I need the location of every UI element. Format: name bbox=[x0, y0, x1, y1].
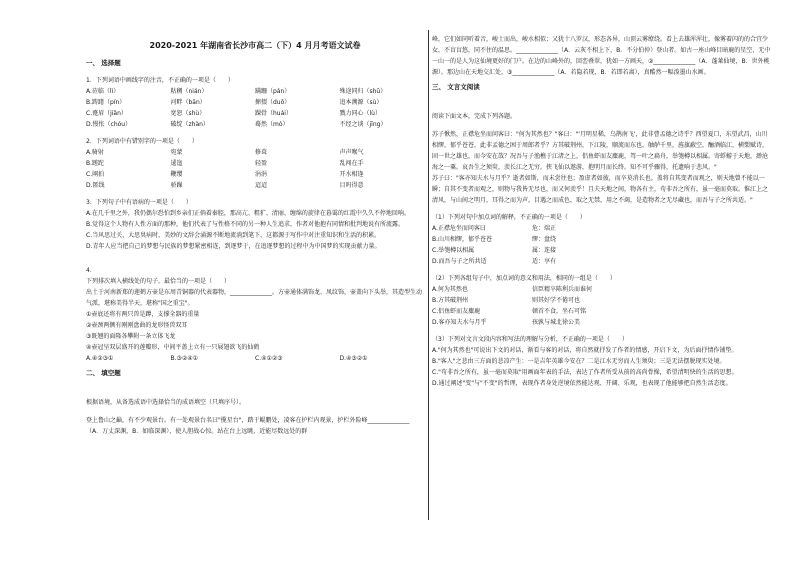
spacer bbox=[432, 95, 772, 111]
option-row bbox=[86, 97, 424, 108]
option-cell: 河畔（bān） bbox=[170, 99, 206, 106]
passage-paragraph: 苏子愀然，正襟危坐而问客曰："何为其然也？"客曰："'月明星稀，乌鹊南飞'，此非曹孟德之诗乎？西望夏口，东望武昌，山川相缪，郁乎苍苍，此非孟德之困于周郎者乎？方其破荆州，下江陵，顺流而东也，舳舻千里，旌旗蔽空，酾酒临江，横槊赋诗，固一世之雄也，而今安在哉？况吾与子渔樵于江渚之上，侣鱼虾而友麋鹿，驾一叶之扁舟，举匏樽以相属。寄蜉蝣于天地，渺沧海之一粟。哀吾生之须臾，羡长江之无穷。挟飞仙以遨游，抱明月而长终。知不可乎骤得，托遗响于悲风。" bbox=[432, 131, 769, 171]
option-cell: 声声喉气 bbox=[339, 149, 364, 156]
option-cell: A.④②③① bbox=[86, 355, 114, 362]
option-d: D.通过阐述"变"与"不变"的哲理，表现作者身处逆境依然能达观、开阔、乐观，也表现了他能够把自然生活态度。 bbox=[432, 380, 732, 387]
list-item: ④壶冠呈双层盛开的莲瓣形，中间平盖上立有一只展翅欲飞的仙鹤 bbox=[86, 344, 260, 351]
spacer bbox=[86, 252, 424, 259]
question-stem: 3．下列句子中有语病的一项是（ ） bbox=[86, 199, 192, 206]
option-d: D.青年人应当把自己的梦想与民族的梦想紧密相连，到逐梦于，在追逐梦想的过程中为中国梦的实现贡献力量。 bbox=[86, 243, 381, 250]
question-1 bbox=[86, 75, 424, 130]
question-3 bbox=[86, 197, 424, 252]
option-cell: D.慢怅（chóu） bbox=[86, 121, 132, 128]
option-cell: 乱闯在手 bbox=[339, 160, 364, 167]
list-item: ②壶颈两侧有刚刚盘曲的龙形怪兽双耳 bbox=[86, 322, 188, 329]
option-c: C.当风思过关、大思臭病时，美妙的文辞会涌源不断地流淌到笔下，这都源于写作中对注重知识和生活的积累。 bbox=[86, 232, 381, 239]
option-row bbox=[86, 158, 424, 169]
option-row bbox=[432, 295, 772, 306]
option-row bbox=[86, 180, 424, 191]
option-cell: D.客亦知夫水与月乎 bbox=[432, 319, 487, 326]
passage-paragraph: 苏子曰："客亦知夫水与月乎？逝者如斯，而未尝往也；盈虚者如彼，而卒莫消长也。盖将自其变者而观之，则天地曾不能以一瞬；自其不变者而观之，则物与我皆无尽也，而又何羡乎！且夫天地之间，物各有主，苟非吾之所有，虽一毫而莫取。惟江上之清风，与山间之明月，耳得之而为声，目遇之而成色，取之无禁，用之不竭，是造物者之无尽藏也，而吾与子之所共适。" bbox=[432, 175, 769, 204]
question-stem: 1．下列词语中画线字的注音，不正确的一项是（ ） bbox=[86, 77, 234, 84]
option-cell: 属：连接 bbox=[532, 247, 557, 254]
option-cell: 危：端正 bbox=[532, 225, 557, 232]
sub-question-2 bbox=[432, 273, 772, 328]
option-cell: 蹒跚（pán） bbox=[255, 88, 291, 95]
option-row bbox=[86, 119, 424, 130]
section-heading-choice: 一、 选择题 bbox=[86, 59, 121, 67]
option-cell: 戮力同心（lù） bbox=[339, 110, 381, 117]
option-cell: D.④③②① bbox=[339, 355, 368, 362]
spacer bbox=[86, 408, 424, 415]
option-a: A."何为其然也"可说出下文的对话，渐看与客的对话，将自然就抒发了作者的情感，开启下文，为后面抒情作铺垫。 bbox=[432, 347, 738, 354]
option-cell: 顿首不食，坐石可铭 bbox=[532, 308, 587, 315]
option-cell: 开水相逢 bbox=[339, 171, 364, 178]
option-cell: B.蹉跎 bbox=[86, 160, 105, 167]
option-row bbox=[86, 108, 424, 119]
question-text: 出土于河南新郑的莲鹤方壶是东周青铜器的代表器物，______________。方壶通体满饰龙、凤纹饰，壶盖向下头举，其造型生动气派，堪称美得半天，堪称"国之重宝"。 bbox=[86, 289, 423, 307]
option-cell: A.正襟危坐而问客曰 bbox=[432, 225, 486, 232]
question-stem: 下列排次填入横线处的句子，最恰当的一项是（ ） bbox=[86, 278, 231, 285]
option-cell: C.举匏樽以相属 bbox=[432, 247, 475, 254]
question-stem: 2．下列词语中有错别字的一项是（ ） bbox=[86, 138, 198, 145]
left-column bbox=[86, 0, 424, 561]
fill-text-continued: 峰，它们如同听着音，峻士而出，峻水相似；又犹十八罗汉，形态各异，山顶云雾缭绕。看上去雄浑浑壮，像雾着闪的的合宜少女，不盲盲悠，同不住的温思。______________（A．云灰不相上下，B．不分伯仲）登山者。如古一座山峰目暗鹿的星空，无中一山一的是人为这仙境更好的门户。在边的山峰外的，回峦叠翠，犹如一方画天，②______________（A．蓬莱仙境，B．世外桃源）。那边山在天地交汇处，③______________（A．若隐若现，B．若即若离），真酷然一幅泼墨山水画。 bbox=[432, 36, 771, 76]
section-heading-fill: 二、 填空题 bbox=[86, 369, 121, 377]
option-cell: 适：享有 bbox=[532, 258, 557, 265]
right-column bbox=[432, 0, 772, 561]
option-cell: 则其好学不倦可也 bbox=[532, 297, 581, 304]
option-cell: 撺掇（duō） bbox=[255, 99, 291, 106]
option-c: C."苟非吾之所有，虽一毫而莫取"用画面年表的手法，表达了作者所受从前的高尚骨操，希望清明快的生活的思想。 bbox=[432, 369, 738, 376]
option-cell: 骄躁 bbox=[170, 182, 183, 189]
option-cell: D.而吾与子之所共适 bbox=[432, 258, 487, 265]
option-cell: B.山川相缪，郁乎苍苍 bbox=[432, 236, 493, 243]
option-row bbox=[432, 306, 772, 317]
option-cell: 信臣精卒陈利兵而谁何 bbox=[532, 286, 593, 293]
list-item: ①壶底还将有两只兽是蹲，支撑全器的重量 bbox=[86, 311, 200, 318]
sub-question-1 bbox=[432, 212, 772, 267]
option-cell: C.阐拍 bbox=[86, 171, 105, 178]
option-cell: D.匿线 bbox=[86, 182, 105, 189]
section-heading-classical: 三、 文言文阅读 bbox=[432, 83, 480, 91]
spacer bbox=[86, 381, 424, 397]
option-row bbox=[432, 234, 772, 245]
option-cell: B.踌躇（pín） bbox=[86, 99, 126, 106]
question-number: 4． bbox=[86, 267, 96, 274]
option-cell: C.蹙眉（jiǎn） bbox=[86, 110, 127, 117]
option-cell: A.何为其然也 bbox=[432, 286, 468, 293]
option-cell: 孩孰与城北徐公美 bbox=[532, 319, 581, 326]
option-cell: C.④①②③ bbox=[255, 355, 283, 362]
option-cell: 鞭缨 bbox=[170, 171, 183, 178]
option-row bbox=[432, 256, 772, 267]
option-cell: 追本溯源（sù） bbox=[339, 99, 383, 106]
fill-intro: 根据语境，从备选成语中选择恰当的成语填空（只填序号）。 bbox=[86, 399, 246, 406]
option-row bbox=[86, 147, 424, 158]
option-cell: 缪：盘绕 bbox=[532, 236, 557, 243]
fill-continuation bbox=[432, 34, 772, 78]
reading-intro: 阅读下面文本，完成下列各题。 bbox=[432, 113, 517, 120]
option-cell: 破绽（zhàn） bbox=[170, 121, 209, 128]
option-row bbox=[86, 169, 424, 180]
column-divider bbox=[428, 30, 429, 520]
option-cell: 粘稠（nián） bbox=[170, 88, 208, 95]
option-cell: 修葺 bbox=[255, 149, 268, 156]
option-a: A.在几千里之外，我仍偶尔恐怕到乡亲们正倘着秦腔，那高亢、粗犷、清丽、缠绵的旋律在暮霭的红霞中久久不停地回响。 bbox=[86, 210, 410, 217]
question-4 bbox=[86, 265, 424, 364]
option-row bbox=[432, 284, 772, 295]
option-cell: 迢迢 bbox=[255, 182, 268, 189]
option-cell: 宽恕（shù） bbox=[170, 110, 206, 117]
option-row bbox=[86, 86, 424, 97]
spacer bbox=[432, 122, 772, 129]
question-stem: （1）下列对句中加点词的解释，不正确的一项是（ ） bbox=[432, 214, 586, 221]
option-cell: 宛蒙 bbox=[170, 149, 183, 156]
option-cell: 逶迤 bbox=[170, 160, 183, 167]
option-row bbox=[432, 317, 772, 328]
list-item: ③既翘的面隆各攀附一条立体飞龙 bbox=[86, 333, 176, 340]
question-2 bbox=[86, 136, 424, 191]
option-row bbox=[432, 245, 772, 256]
option-cell: 涓涓 bbox=[255, 171, 268, 178]
option-b: B.觉得这个人物有人性方面的那种，他们代表了与性格不同的另一种人生追求，作者对他抱有同情和批判地说有所流露。 bbox=[86, 221, 405, 228]
question-stem: （3）下列对文言文段内容和写法的理解与分析，不正确的一项是（ ） bbox=[432, 336, 628, 343]
option-cell: C.侣鱼虾而友麋鹿 bbox=[432, 308, 481, 315]
option-cell: B.方其破荆州 bbox=[432, 297, 469, 304]
option-b: B."客人"之悲由三方面的悲凉产生：一是吉年英雄今安在？二是江水无穷而人生须臾；三是无法摆脱现实处境。 bbox=[432, 358, 726, 365]
option-row bbox=[432, 223, 772, 234]
sub-question-3 bbox=[432, 334, 772, 389]
page-title: 2020-2021 年湖南省长沙市高二（下）4 月月考语文试卷 bbox=[149, 41, 361, 50]
option-cell: 蓦然（mò） bbox=[255, 121, 289, 128]
option-cell: A.莅临（lì） bbox=[86, 88, 120, 95]
option-cell: 踝骨（huái） bbox=[255, 110, 292, 117]
option-cell: 不经之谈（jīng） bbox=[339, 121, 387, 128]
question-stem: （2）下列各组句子中，加点词的意义和用法，相同的一组是（ ） bbox=[432, 275, 616, 282]
option-cell: 目吗得意 bbox=[339, 182, 364, 189]
option-cell: B.③②④① bbox=[170, 355, 199, 362]
option-cell: A.骑射 bbox=[86, 149, 104, 156]
option-row bbox=[86, 353, 424, 364]
fill-text: 登上鲁山之巅，有不少观景台。有一处观景台名曰"揽星台"，踏于鲲鹏处，凌客在护栏内观景，护栏外险峰______________（A．万丈深渊，B．如临深渊），使人胆战心惊。站在台上远眺，近能尽数远处的群 bbox=[86, 417, 410, 435]
option-cell: 轻盈 bbox=[255, 160, 268, 167]
option-cell: 殊途同归（shū） bbox=[339, 88, 387, 95]
